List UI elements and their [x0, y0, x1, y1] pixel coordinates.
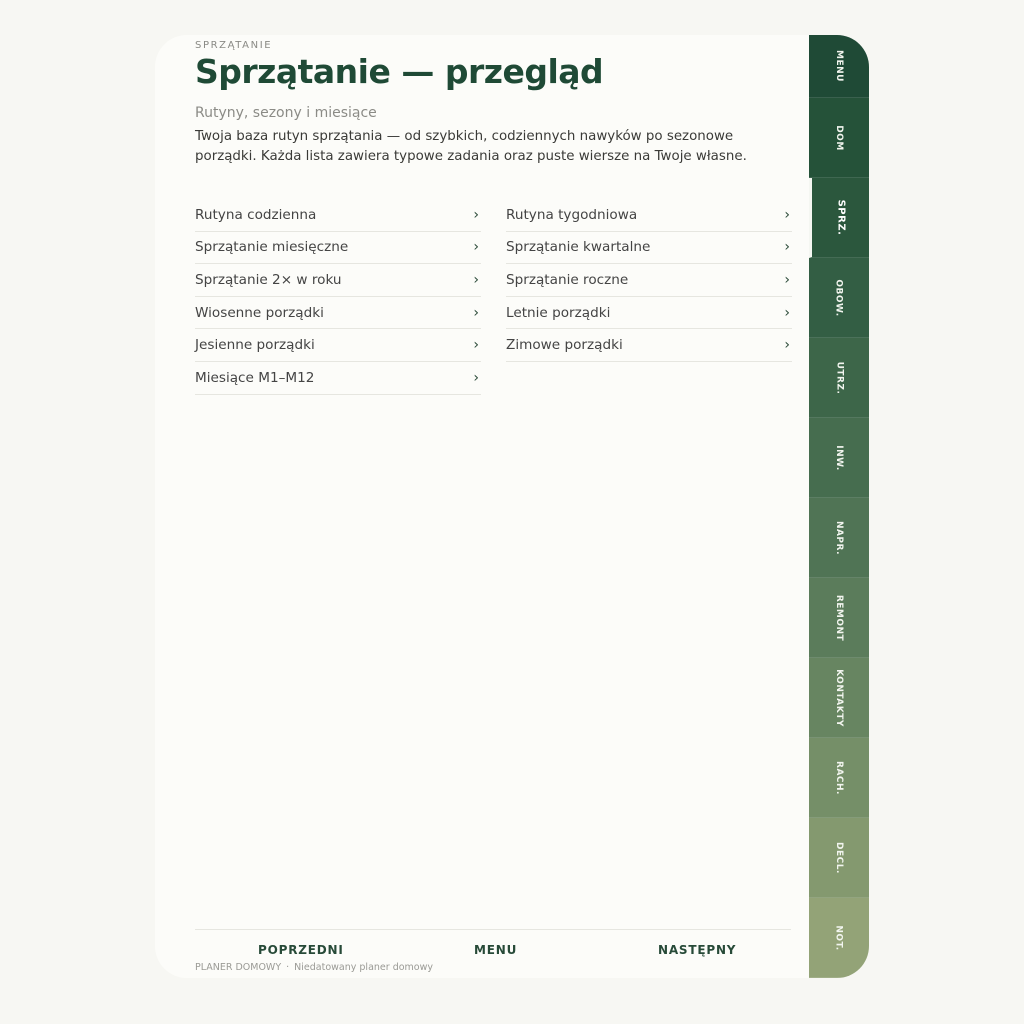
list-item-label: Sprzątanie roczne [506, 271, 629, 288]
list-item[interactable] [195, 232, 481, 265]
section-eyebrow: SPRZĄTANIE [195, 40, 273, 51]
list-item[interactable] [195, 362, 481, 395]
tab-decl[interactable] [809, 818, 869, 898]
tab-inw[interactable] [809, 418, 869, 498]
page-description: Twoja baza rutyn sprzątania — od szybkich, codziennych nawyków po sezonowe porządki. Każda lista zawiera typowe zadania oraz puste wiersze na Twoje własne. [195, 129, 747, 164]
list-item-label: Wiosenne porządki [195, 304, 324, 321]
chevron-right-icon: › [473, 304, 479, 321]
chevron-right-icon: › [784, 239, 790, 256]
footer-tagline: Niedatowany planer domowy [294, 962, 433, 973]
next-button[interactable]: NASTĘPNY [658, 943, 737, 957]
tab-label: UTRZ. [833, 361, 844, 394]
list-item-label: Jesienne porządki [195, 337, 315, 354]
page-subtitle: Rutyny, sezony i miesiące [195, 105, 377, 121]
tab-dom[interactable] [809, 98, 869, 178]
tab-label: OBOW. [834, 278, 844, 317]
list-item[interactable] [195, 329, 481, 362]
list-item[interactable] [506, 264, 792, 297]
chevron-right-icon: › [784, 337, 790, 354]
footer-note [195, 962, 433, 973]
routine-list-left [195, 199, 481, 395]
footer-brand: PLANER DOMOWY [195, 962, 282, 973]
tab-label: SPRZ. [835, 199, 846, 236]
tab-label: NOT. [834, 924, 844, 951]
tab-not[interactable] [809, 898, 869, 978]
tab-obow[interactable] [809, 258, 869, 338]
chevron-right-icon: › [473, 239, 479, 256]
list-item-label: Sprzątanie miesięczne [195, 239, 349, 256]
list-item-label: Sprzątanie 2× w roku [195, 271, 342, 288]
chevron-right-icon: › [473, 337, 479, 354]
tab-label: REMONT [833, 594, 844, 641]
tab-utrz[interactable] [809, 338, 869, 418]
list-item-label: Miesiące M1–M12 [195, 369, 315, 386]
list-item[interactable] [195, 264, 481, 297]
list-item[interactable] [506, 232, 792, 265]
tab-label: DECL. [833, 841, 844, 874]
footer-nav [195, 929, 791, 978]
tab-remont[interactable] [809, 578, 869, 658]
chevron-right-icon: › [784, 271, 790, 288]
previous-button[interactable]: POPRZEDNI [258, 943, 344, 957]
tab-rach[interactable] [809, 738, 869, 818]
chevron-right-icon: › [473, 206, 479, 223]
tab-kontakty[interactable] [809, 658, 869, 738]
tab-menu[interactable] [809, 35, 869, 98]
list-item[interactable] [506, 297, 792, 330]
list-item[interactable] [195, 297, 481, 330]
tab-label: NAPR. [834, 520, 844, 555]
tab-label: INW. [834, 444, 844, 471]
tab-napr[interactable] [809, 498, 869, 578]
section-tabs [809, 35, 869, 978]
tab-label: RACH. [833, 760, 844, 795]
tab-label: DOM [833, 124, 844, 151]
list-item-label: Zimowe porządki [506, 337, 623, 354]
planner-page [155, 35, 869, 978]
chevron-right-icon: › [784, 304, 790, 321]
routine-list-right [506, 199, 792, 362]
chevron-right-icon: › [473, 271, 479, 288]
list-item[interactable] [506, 199, 792, 232]
chevron-right-icon: › [784, 206, 790, 223]
page-title: Sprzątanie — przegląd [195, 52, 604, 91]
tab-sprz[interactable] [809, 178, 869, 258]
list-item-label: Rutyna codzienna [195, 206, 317, 223]
list-item[interactable] [506, 329, 792, 362]
tab-label: MENU [833, 50, 844, 82]
list-item-label: Sprzątanie kwartalne [506, 239, 651, 256]
menu-button[interactable]: MENU [474, 943, 518, 957]
list-item-label: Rutyna tygodniowa [506, 206, 638, 223]
tab-label: KONTAKTY [833, 668, 844, 727]
list-item-label: Letnie porządki [506, 304, 611, 321]
chevron-right-icon: › [473, 369, 479, 386]
footer-separator: · [286, 962, 290, 973]
list-item[interactable] [195, 199, 481, 232]
